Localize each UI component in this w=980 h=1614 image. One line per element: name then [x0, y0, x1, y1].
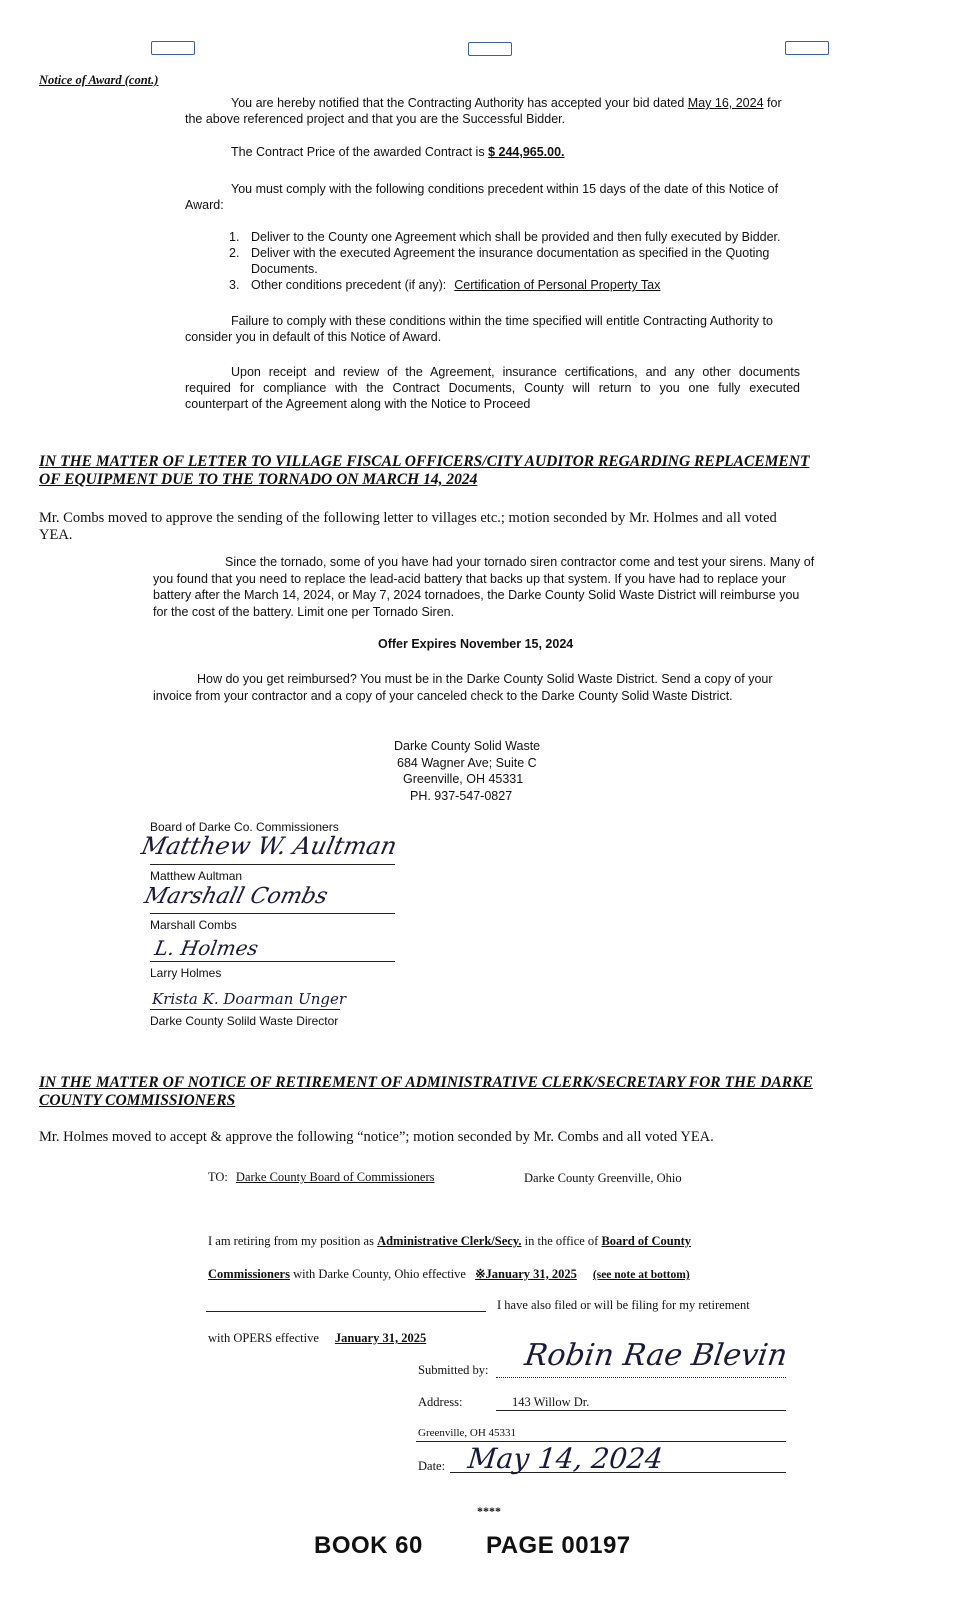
signature-line [150, 961, 395, 962]
address-line [496, 1410, 786, 1411]
conditions-list: 1. Deliver to the County one Agreement which shall be provided and then fully executed by Bidder. 2. Deliver with the executed Agreement the insurance documentation as specified in the Quoting Documents. 3. Other conditions precedent (if any): Certification of Personal Property Tax [229, 229, 804, 293]
signature-line [150, 913, 395, 914]
retire-line-2: Commissioners with Darke County, Ohio effective ※January 31, 2025 (see note at bottom) [208, 1267, 690, 1281]
reimburse-paragraph: How do you get reimbursed? You must be in the Darke County Solid Waste District. Send a copy of your invoice from your contractor and a copy of your canceled check to the Darke County Solid Waste District. [153, 672, 773, 703]
opers-line: with OPERS effective January 31, 2025 [208, 1331, 427, 1345]
failure-paragraph: Failure to comply with these conditions within the time specified will entitle Contracting Authority to consider you in default of this Notice of Award. [185, 314, 773, 344]
retire-date: ※January 31, 2025 [475, 1267, 577, 1281]
city-line: Greenville, OH 45331 [418, 1427, 517, 1439]
solid-waste-address: Darke County Solid Waste 684 Wagner Ave; Suite C Greenville, OH 45331 PH. 937-547-0827 [394, 739, 541, 803]
comply-paragraph: You must comply with the following conditions precedent within 15 days of the date of this Notice of Award: [185, 182, 779, 212]
offer-expiration: Offer Expires November 15, 2024 [378, 637, 574, 651]
condition-tax-link: Certification of Personal Property Tax [454, 278, 661, 292]
receipt-paragraph: Upon receipt and review of the Agreement, insurance certifications, and any other documents required for compliance with the Contract Documents, County will return to you one fully executed counterpart of the Agreement along with the Notice to Proceed [185, 365, 800, 411]
binder-mark-left [151, 41, 195, 55]
signature-combs: Marshall Combs [141, 884, 331, 909]
retire-line-1: I am retiring from my position as Administrative Clerk/Secy. in the office of Board of County [208, 1234, 692, 1248]
opers-filing-text: I have also filed or will be filing for my retirement [497, 1298, 750, 1312]
book-number: BOOK 60 [314, 1532, 423, 1559]
page-number: PAGE 00197 [486, 1532, 631, 1559]
section-title-tornado: IN THE MATTER OF LETTER TO VILLAGE FISCAL OFFICERS/CITY AUDITOR REGARDING REPLACEMENT OF EQUIPMENT DUE TO THE TORNADO ON MARCH 14, 2024 [39, 453, 810, 488]
retire-office: Board of County [601, 1234, 692, 1248]
retire-position: Administrative Clerk/Secy. [377, 1234, 522, 1248]
signature-line [150, 1009, 340, 1010]
signature-line [150, 864, 395, 865]
signature-retiree: Robin Rae Blevin [522, 1338, 790, 1373]
signer-name-holmes: Larry Holmes [150, 966, 222, 980]
condition-item: 2. Deliver with the executed Agreement the insurance documentation as specified in the Quoting [229, 246, 770, 260]
motion-retirement: Mr. Holmes moved to accept & approve the following “notice”; motion seconded by Mr. Combs and all voted YEA. [39, 1129, 714, 1145]
tornado-letter-body: Since the tornado, some of you have had your tornado siren contractor come and test your sirens. Many of you found that you need to replace the lead-acid battery that backs up that system. If you have had to replace your battery after the March 14, 2024, or May 7, 2024 tornadoes, the Darke County Solid Waste District will reimburse you for the cost of the battery. Limit one per Tornado Siren. [153, 555, 815, 619]
stars-separator: **** [477, 1504, 501, 1518]
binder-mark-center [468, 42, 512, 56]
retire-note: (see note at bottom) [592, 1269, 690, 1281]
condition-item: 3. Other conditions precedent (if any): Certification of Personal Property Tax [229, 278, 661, 292]
board-label: Board of Darke Co. Commissioners [150, 820, 339, 834]
address-value: 143 Willow Dr. [512, 1395, 590, 1409]
submitted-line [496, 1377, 786, 1378]
opers-date: January 31, 2025 [334, 1331, 427, 1345]
to-line: TO: Darke County Board of Commissioners [208, 1170, 435, 1184]
date-label: Date: [418, 1459, 446, 1473]
condition-item: 1. Deliver to the County one Agreement which shall be provided and then fully executed by Bidder. [229, 230, 781, 244]
to-location: Darke County Greenville, Ohio [524, 1171, 682, 1185]
section-title-retirement: IN THE MATTER OF NOTICE OF RETIREMENT OF ADMINISTRATIVE CLERK/SECRETARY FOR THE DARKE COUNTY COMMISSIONERS [39, 1074, 813, 1109]
to-recipient: Darke County Board of Commissioners [235, 1170, 435, 1184]
signer-name-combs: Marshall Combs [150, 918, 237, 932]
signature-director: Krista K. Doarman Unger [152, 990, 347, 1008]
motion-tornado-letter: Mr. Combs moved to approve the sending of the following letter to villages etc.; motion seconded by Mr. Holmes and all voted YEA. [39, 510, 777, 543]
bid-date: May 16, 2024 [687, 96, 764, 110]
signer-name-director: Darke County Solild Waste Director [150, 1014, 339, 1028]
contract-price: $ 244,965.00. [488, 145, 565, 159]
binder-mark-right [785, 41, 829, 55]
blank-line [206, 1311, 486, 1312]
address-label: Address: [418, 1395, 463, 1409]
signature-holmes: L. Holmes [152, 936, 261, 960]
submitted-label: Submitted by: [418, 1363, 489, 1377]
signature-aultman: Matthew W. Aultman [139, 832, 400, 860]
date-handwritten: May 14, 2024 [466, 1442, 665, 1475]
signer-name-aultman: Matthew Aultman [150, 869, 243, 883]
notice-heading: Notice of Award (cont.) [39, 73, 159, 87]
notice-paragraph-1: You are hereby notified that the Contracting Authority has accepted your bid dated May 16, 2024 for the above referenced project and that you are the Successful Bidder. [185, 96, 782, 126]
contract-price-line: The Contract Price of the awarded Contract is $ 244,965.00. [231, 145, 565, 159]
